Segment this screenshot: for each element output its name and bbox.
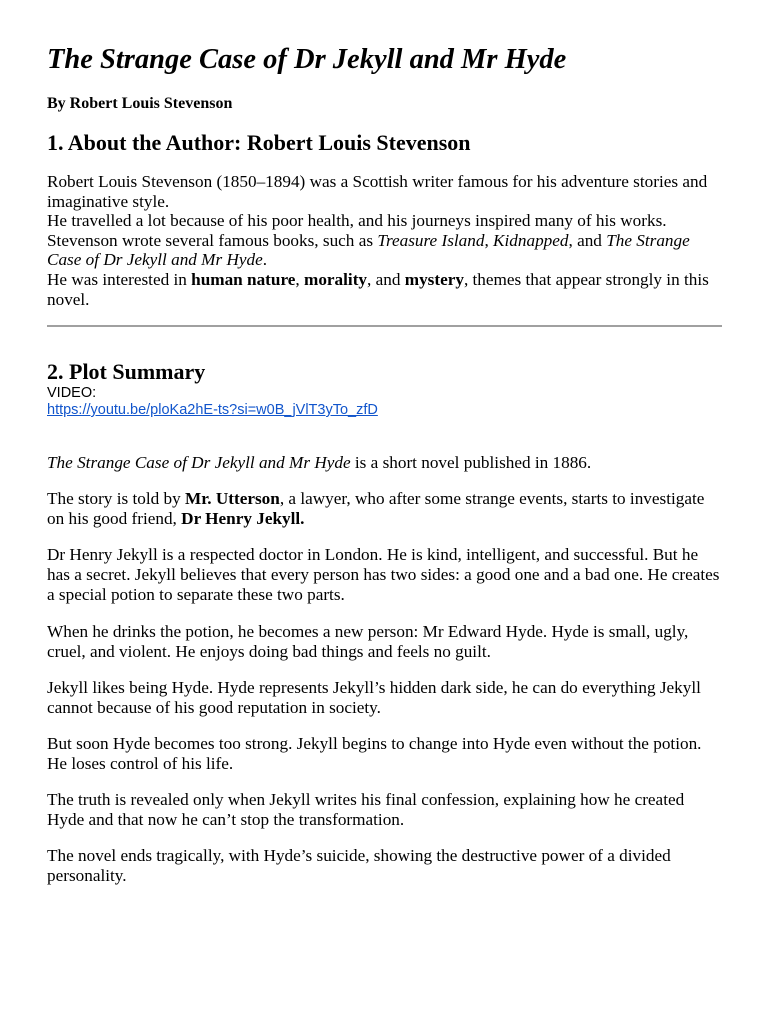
author-line-3 xyxy=(47,231,723,270)
plot-paragraph-2-text-b: , a lawyer, who after some strange events, starts to investigate on his good friend, xyxy=(47,489,705,528)
plot-paragraph-8: The novel ends tragically, with Hyde’s suicide, showing the destructive power of a divided personality. xyxy=(47,846,671,885)
plot-paragraph-4: When he drinks the potion, he becomes a new person: Mr Edward Hyde. Hyde is small, ugly, cruel, and violent. He enjoys doing bad things and feels no guilt. xyxy=(47,622,689,661)
plot-paragraph-2 xyxy=(47,489,723,529)
document-title: The Strange Case of Dr Jekyll and Mr Hyde xyxy=(47,44,567,75)
plot-paragraph-1-text: is a short novel published in 1886. xyxy=(350,453,592,472)
character-jekyll: Dr Henry Jekyll. xyxy=(181,509,305,528)
video-label: VIDEO: xyxy=(47,385,97,401)
book-title-kidnapped: Kidnapped xyxy=(493,230,569,250)
plot-paragraph-5: Jekyll likes being Hyde. Hyde represents Jekyll’s hidden dark side, he can do everything Jekyll cannot because of his good reputation in society. xyxy=(47,678,701,717)
theme-morality: morality xyxy=(304,269,368,289)
author-line-3-text: Stevenson wrote several famous books, such as xyxy=(47,230,378,250)
author-line-1: Robert Louis Stevenson (1850–1894) was a Scottish writer famous for his adventure stories and imaginative style. xyxy=(47,172,708,211)
plot-paragraph-1 xyxy=(47,453,723,473)
section-heading-author: 1. About the Author: Robert Louis Stevenson xyxy=(47,130,471,155)
separator: , xyxy=(484,230,494,250)
plot-paragraph-2-text-a: The story is told by xyxy=(47,489,185,508)
novel-title: The Strange Case of Dr Jekyll and Mr Hyde xyxy=(47,453,351,472)
book-title-treasure-island: Treasure Island xyxy=(377,230,485,250)
plot-paragraph-7: The truth is revealed only when Jekyll writes his final confession, explaining how he created Hyde and that now he can’t stop the transformation. xyxy=(47,790,685,829)
separator: , xyxy=(295,269,305,289)
author-line-2: He travelled a lot because of his poor health, and his journeys inspired many of his works. xyxy=(47,211,667,231)
book-title-jekyll-hyde: The Strange Case of Dr Jekyll and Mr Hyde xyxy=(47,230,690,270)
theme-mystery: mystery xyxy=(404,269,464,289)
character-utterson: Mr. Utterson xyxy=(184,489,280,508)
sentence-end: . xyxy=(262,250,268,270)
separator: , and xyxy=(568,230,607,250)
author-byline: By Robert Louis Stevenson xyxy=(47,95,233,112)
author-line-4-text: He was interested in xyxy=(47,269,192,289)
author-paragraph xyxy=(47,172,723,309)
author-line-4 xyxy=(47,270,723,309)
separator: , and xyxy=(367,269,405,289)
video-link[interactable]: https://youtu.be/ploKa2hE-ts?si=w0B_jVlT3yTo_zfD xyxy=(47,402,378,418)
author-line-4-end: , themes that appear strongly in this novel. xyxy=(47,269,709,309)
horizontal-divider xyxy=(47,325,722,327)
plot-paragraph-3: Dr Henry Jekyll is a respected doctor in London. He is kind, intelligent, and successful. But he has a secret. Jekyll believes that every person has two sides: a good one and a bad one. He creates a special potion to separate these two parts. xyxy=(47,545,720,604)
theme-human-nature: human nature xyxy=(191,269,296,289)
plot-paragraph-6: But soon Hyde becomes too strong. Jekyll begins to change into Hyde even without the potion. He loses control of his life. xyxy=(47,734,702,773)
section-heading-plot: 2. Plot Summary xyxy=(47,359,206,384)
